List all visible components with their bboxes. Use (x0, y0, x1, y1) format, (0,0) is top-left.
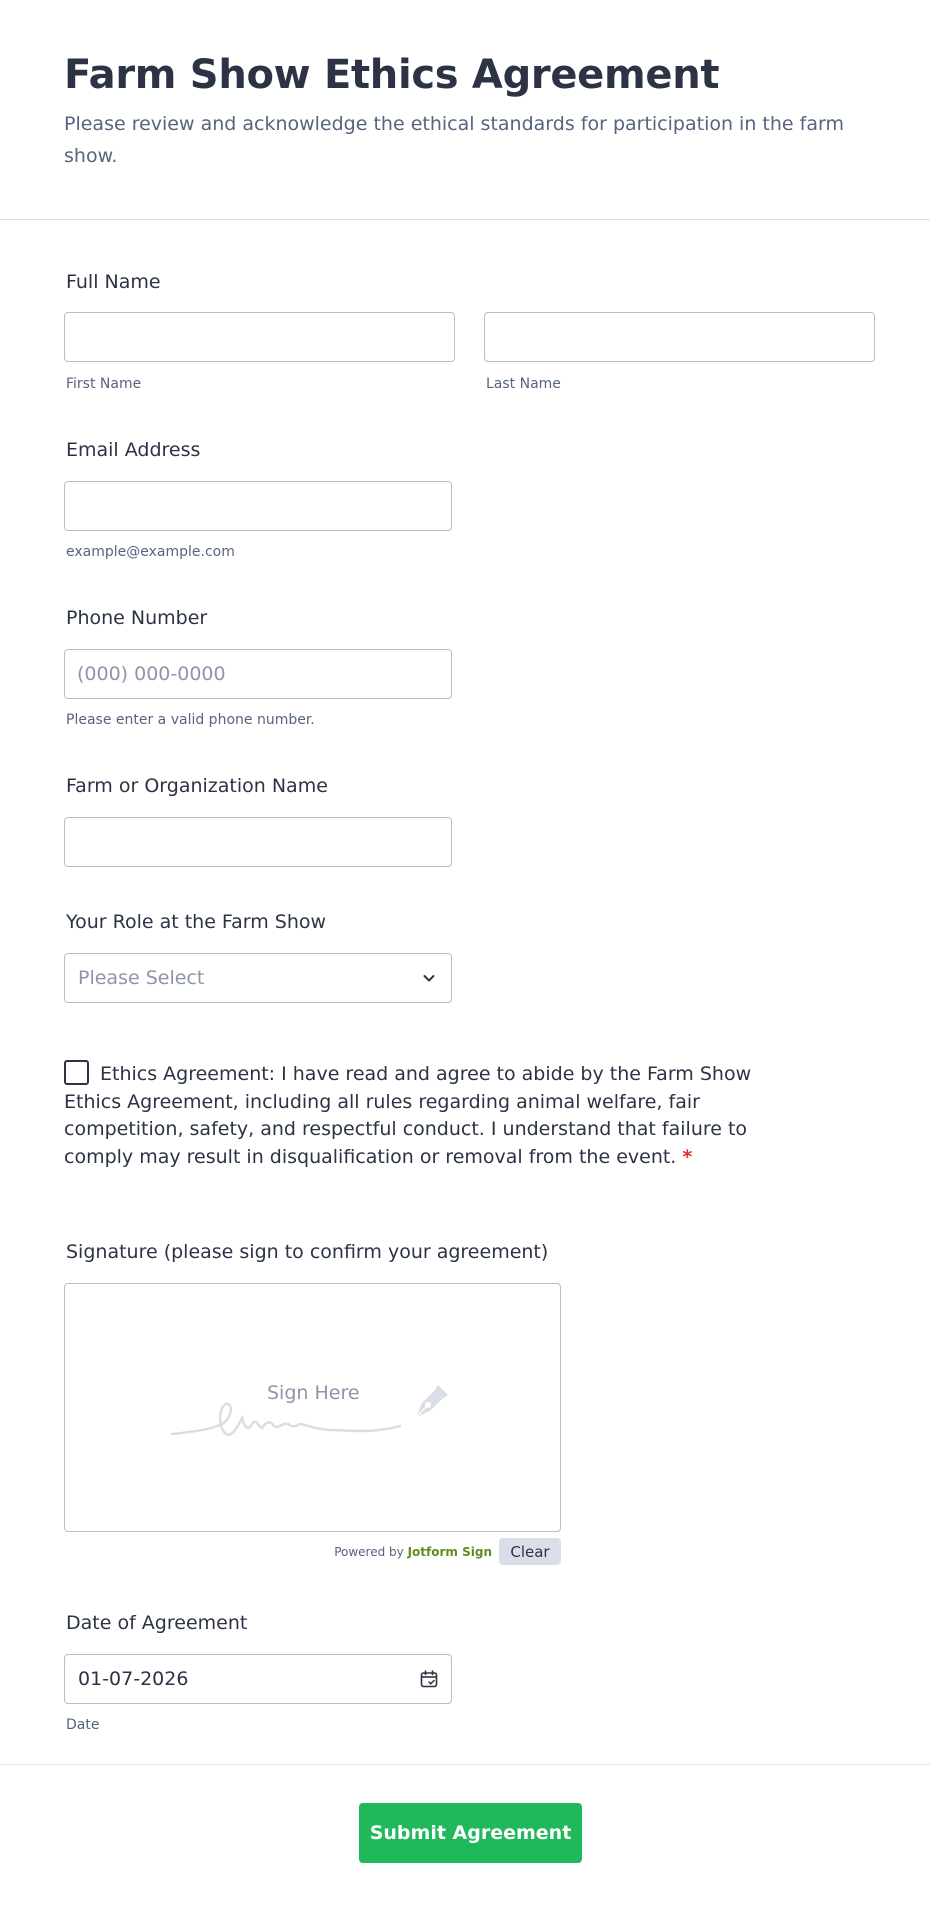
powered-by (334, 1545, 492, 1559)
jotform-sign-brand: Jotform Sign (407, 1545, 492, 1559)
form-header (0, 0, 930, 220)
signature-placeholder: Sign Here (267, 1382, 360, 1404)
agreement-checkbox[interactable] (64, 1060, 89, 1085)
required-mark: * (682, 1145, 693, 1168)
signature-label: Signature (please sign to confirm your agreement) (66, 1241, 549, 1263)
role-select-value: Please Select (78, 967, 205, 989)
email-input[interactable] (64, 481, 452, 531)
farm-input[interactable] (64, 817, 452, 867)
date-input[interactable] (64, 1654, 452, 1704)
chevron-down-icon (421, 970, 437, 986)
date-sublabel: Date (66, 1717, 100, 1733)
role-select[interactable] (64, 953, 452, 1003)
clear-signature-button[interactable]: Clear (499, 1538, 561, 1565)
phone-sublabel: Please enter a valid phone number. (66, 712, 315, 728)
farm-label: Farm or Organization Name (66, 775, 328, 797)
calendar-icon[interactable] (420, 1670, 438, 1688)
last-name-sublabel: Last Name (486, 376, 561, 392)
phone-input[interactable] (64, 649, 452, 699)
footer-divider (0, 1764, 930, 1765)
email-label: Email Address (66, 439, 201, 461)
ethics-agreement (64, 1060, 764, 1171)
date-label: Date of Agreement (66, 1612, 248, 1634)
phone-label: Phone Number (66, 607, 208, 629)
role-label: Your Role at the Farm Show (66, 911, 327, 933)
email-sublabel: example@example.com (66, 544, 235, 560)
first-name-sublabel: First Name (66, 376, 142, 392)
last-name-input[interactable] (484, 312, 875, 362)
page-title: Farm Show Ethics Agreement (64, 52, 720, 98)
submit-button[interactable]: Submit Agreement (359, 1803, 582, 1863)
signature-pad[interactable] (64, 1283, 561, 1532)
powered-by-text: Powered by (334, 1545, 404, 1559)
pen-nib-icon (408, 1379, 450, 1421)
page-subtitle: Please review and acknowledge the ethical standards for participation in the farm show. (64, 113, 844, 167)
first-name-input[interactable] (64, 312, 455, 362)
agreement-text: Ethics Agreement: I have read and agree to abide by the Farm Show Ethics Agreement, including all rules regarding animal welfare, fair competition, safety, and respectful conduct. I understand that failure to comply may result in disqualification or removal from the event. (64, 1063, 752, 1168)
full-name-label: Full Name (66, 271, 161, 293)
date-value: 01-07-2026 (78, 1668, 189, 1690)
